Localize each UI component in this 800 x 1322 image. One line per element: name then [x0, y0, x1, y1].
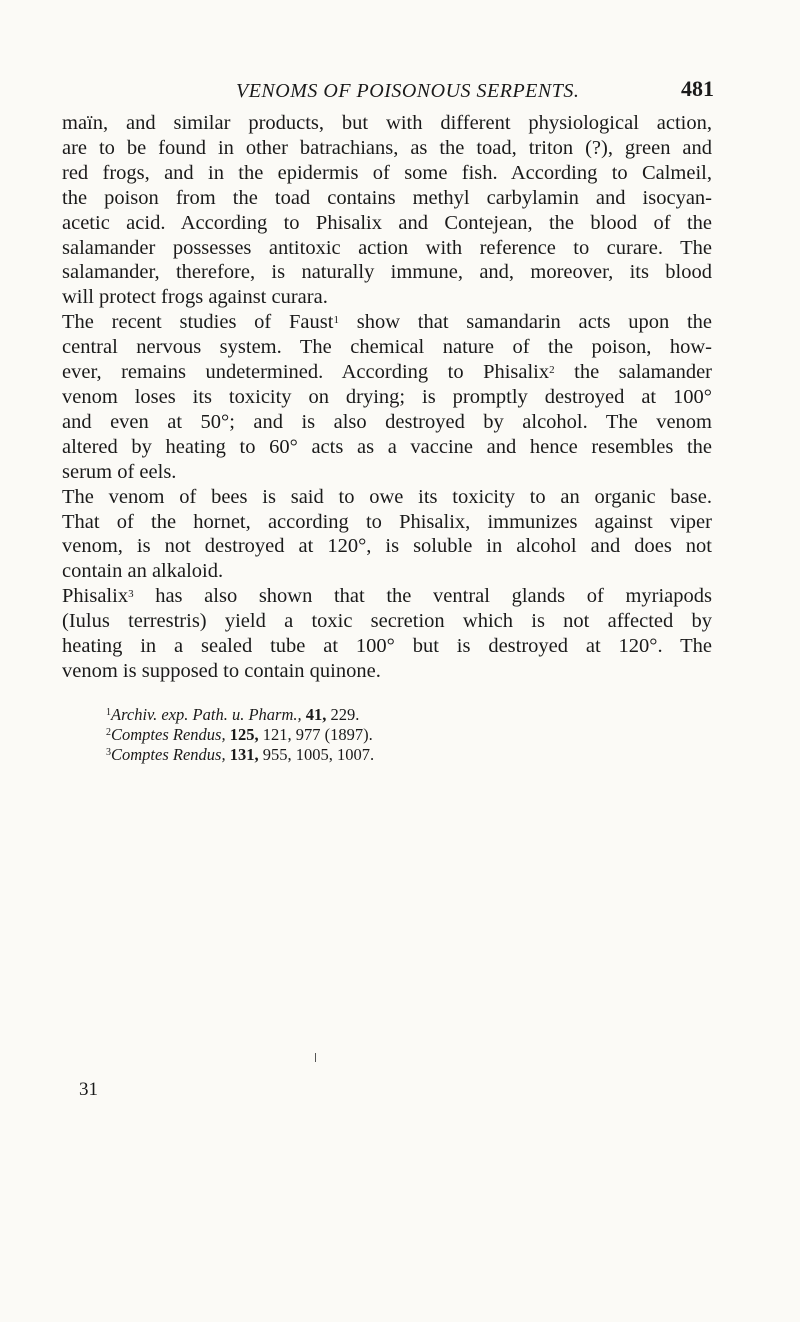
footnote: [106, 705, 666, 725]
signature-mark: 31: [79, 1079, 98, 1100]
footnote: [106, 745, 666, 765]
text-fragment: has also shown that the ventral glands of myriapods: [133, 585, 712, 608]
footnote-volume: 131,: [229, 745, 259, 764]
text-line: [62, 584, 712, 609]
text-line: and even at 50°; and is also destroyed by alcohol. The venom: [62, 410, 712, 433]
text-fragment: the salamander: [554, 361, 712, 384]
text-fragment: Phisalix: [62, 585, 129, 608]
paragraph: [62, 310, 712, 484]
text-line: the poison from the toad contains methyl carbylamin and isocyan-: [62, 186, 712, 209]
footnote-ref: 1: [333, 314, 339, 327]
text-line: heating in a sealed tube at 100° but is destroyed at 120°. The: [62, 635, 712, 658]
footnote-volume: 125,: [229, 725, 259, 744]
text-fragment: show that samandarin acts upon the: [338, 311, 713, 334]
text-line: red frogs, and in the epidermis of some fish. According to Calmeil,: [62, 161, 712, 184]
footnote-mark: 2: [106, 727, 111, 738]
text-fragment: The recent studies of Faust: [62, 311, 334, 334]
page-number: 481: [681, 76, 714, 101]
footnote-mark: 3: [106, 747, 111, 758]
paragraph: [62, 111, 712, 310]
text-line: venom is supposed to contain quinone.: [62, 659, 381, 682]
text-line: maïn, and similar products, but with different physiological action,: [62, 112, 712, 134]
text-line: contain an alkaloid.: [62, 560, 224, 583]
paragraph: [62, 584, 712, 684]
footnote-pages: 955, 1005, 1007.: [262, 745, 375, 764]
text-line: venom loses its toxicity on drying; is promptly destroyed at 100°: [62, 385, 712, 408]
footnote-ref: 2: [549, 364, 555, 377]
text-line: [62, 360, 712, 385]
footnote-source: Comptes Rendus,: [111, 745, 226, 764]
footnote-source: Comptes Rendus,: [111, 725, 226, 744]
footnote-volume: 41,: [305, 705, 327, 724]
text-line: will protect frogs against curara.: [62, 286, 328, 309]
footnote: [106, 725, 666, 745]
footnote-ref: 3: [128, 588, 134, 601]
text-line: (Iulus terrestris) yield a toxic secretion which is not affected by: [62, 610, 712, 633]
text-line: [62, 310, 712, 335]
text-line: central nervous system. The chemical nature of the poison, how-: [62, 336, 712, 359]
body-text: [62, 111, 712, 684]
text-line: venom, is not destroyed at 120°, is soluble in alcohol and does not: [62, 535, 712, 558]
footnotes: [106, 705, 666, 765]
running-head: VENOMS OF POISONOUS SERPENTS.: [236, 80, 580, 102]
text-fragment: ever, remains undetermined. According to Phisalix: [62, 361, 550, 384]
text-line: That of the hornet, according to Phisalix, immunizes against viper: [62, 510, 712, 533]
footnote-mark: 1: [106, 707, 111, 718]
footnote-source: Archiv. exp. Path. u. Pharm.,: [111, 705, 302, 724]
text-line: The venom of bees is said to owe its toxicity to an organic base.: [62, 485, 712, 508]
text-line: salamander possesses antitoxic action with reference to curare. The: [62, 236, 712, 259]
text-line: serum of eels.: [62, 460, 177, 483]
text-line: acetic acid. According to Phisalix and Contejean, the blood of the: [62, 211, 712, 234]
footnote-pages: 229.: [330, 705, 360, 724]
text-line: salamander, therefore, is naturally immune, and, moreover, its blood: [62, 261, 712, 284]
text-line: altered by heating to 60° acts as a vaccine and hence resembles the: [62, 435, 712, 458]
paragraph: [62, 485, 712, 585]
print-speck: [315, 1053, 316, 1062]
page-header: [0, 76, 800, 106]
footnote-pages: 121, 977 (1897).: [262, 725, 373, 744]
text-line: are to be found in other batrachians, as the toad, triton (?), green and: [62, 136, 712, 159]
